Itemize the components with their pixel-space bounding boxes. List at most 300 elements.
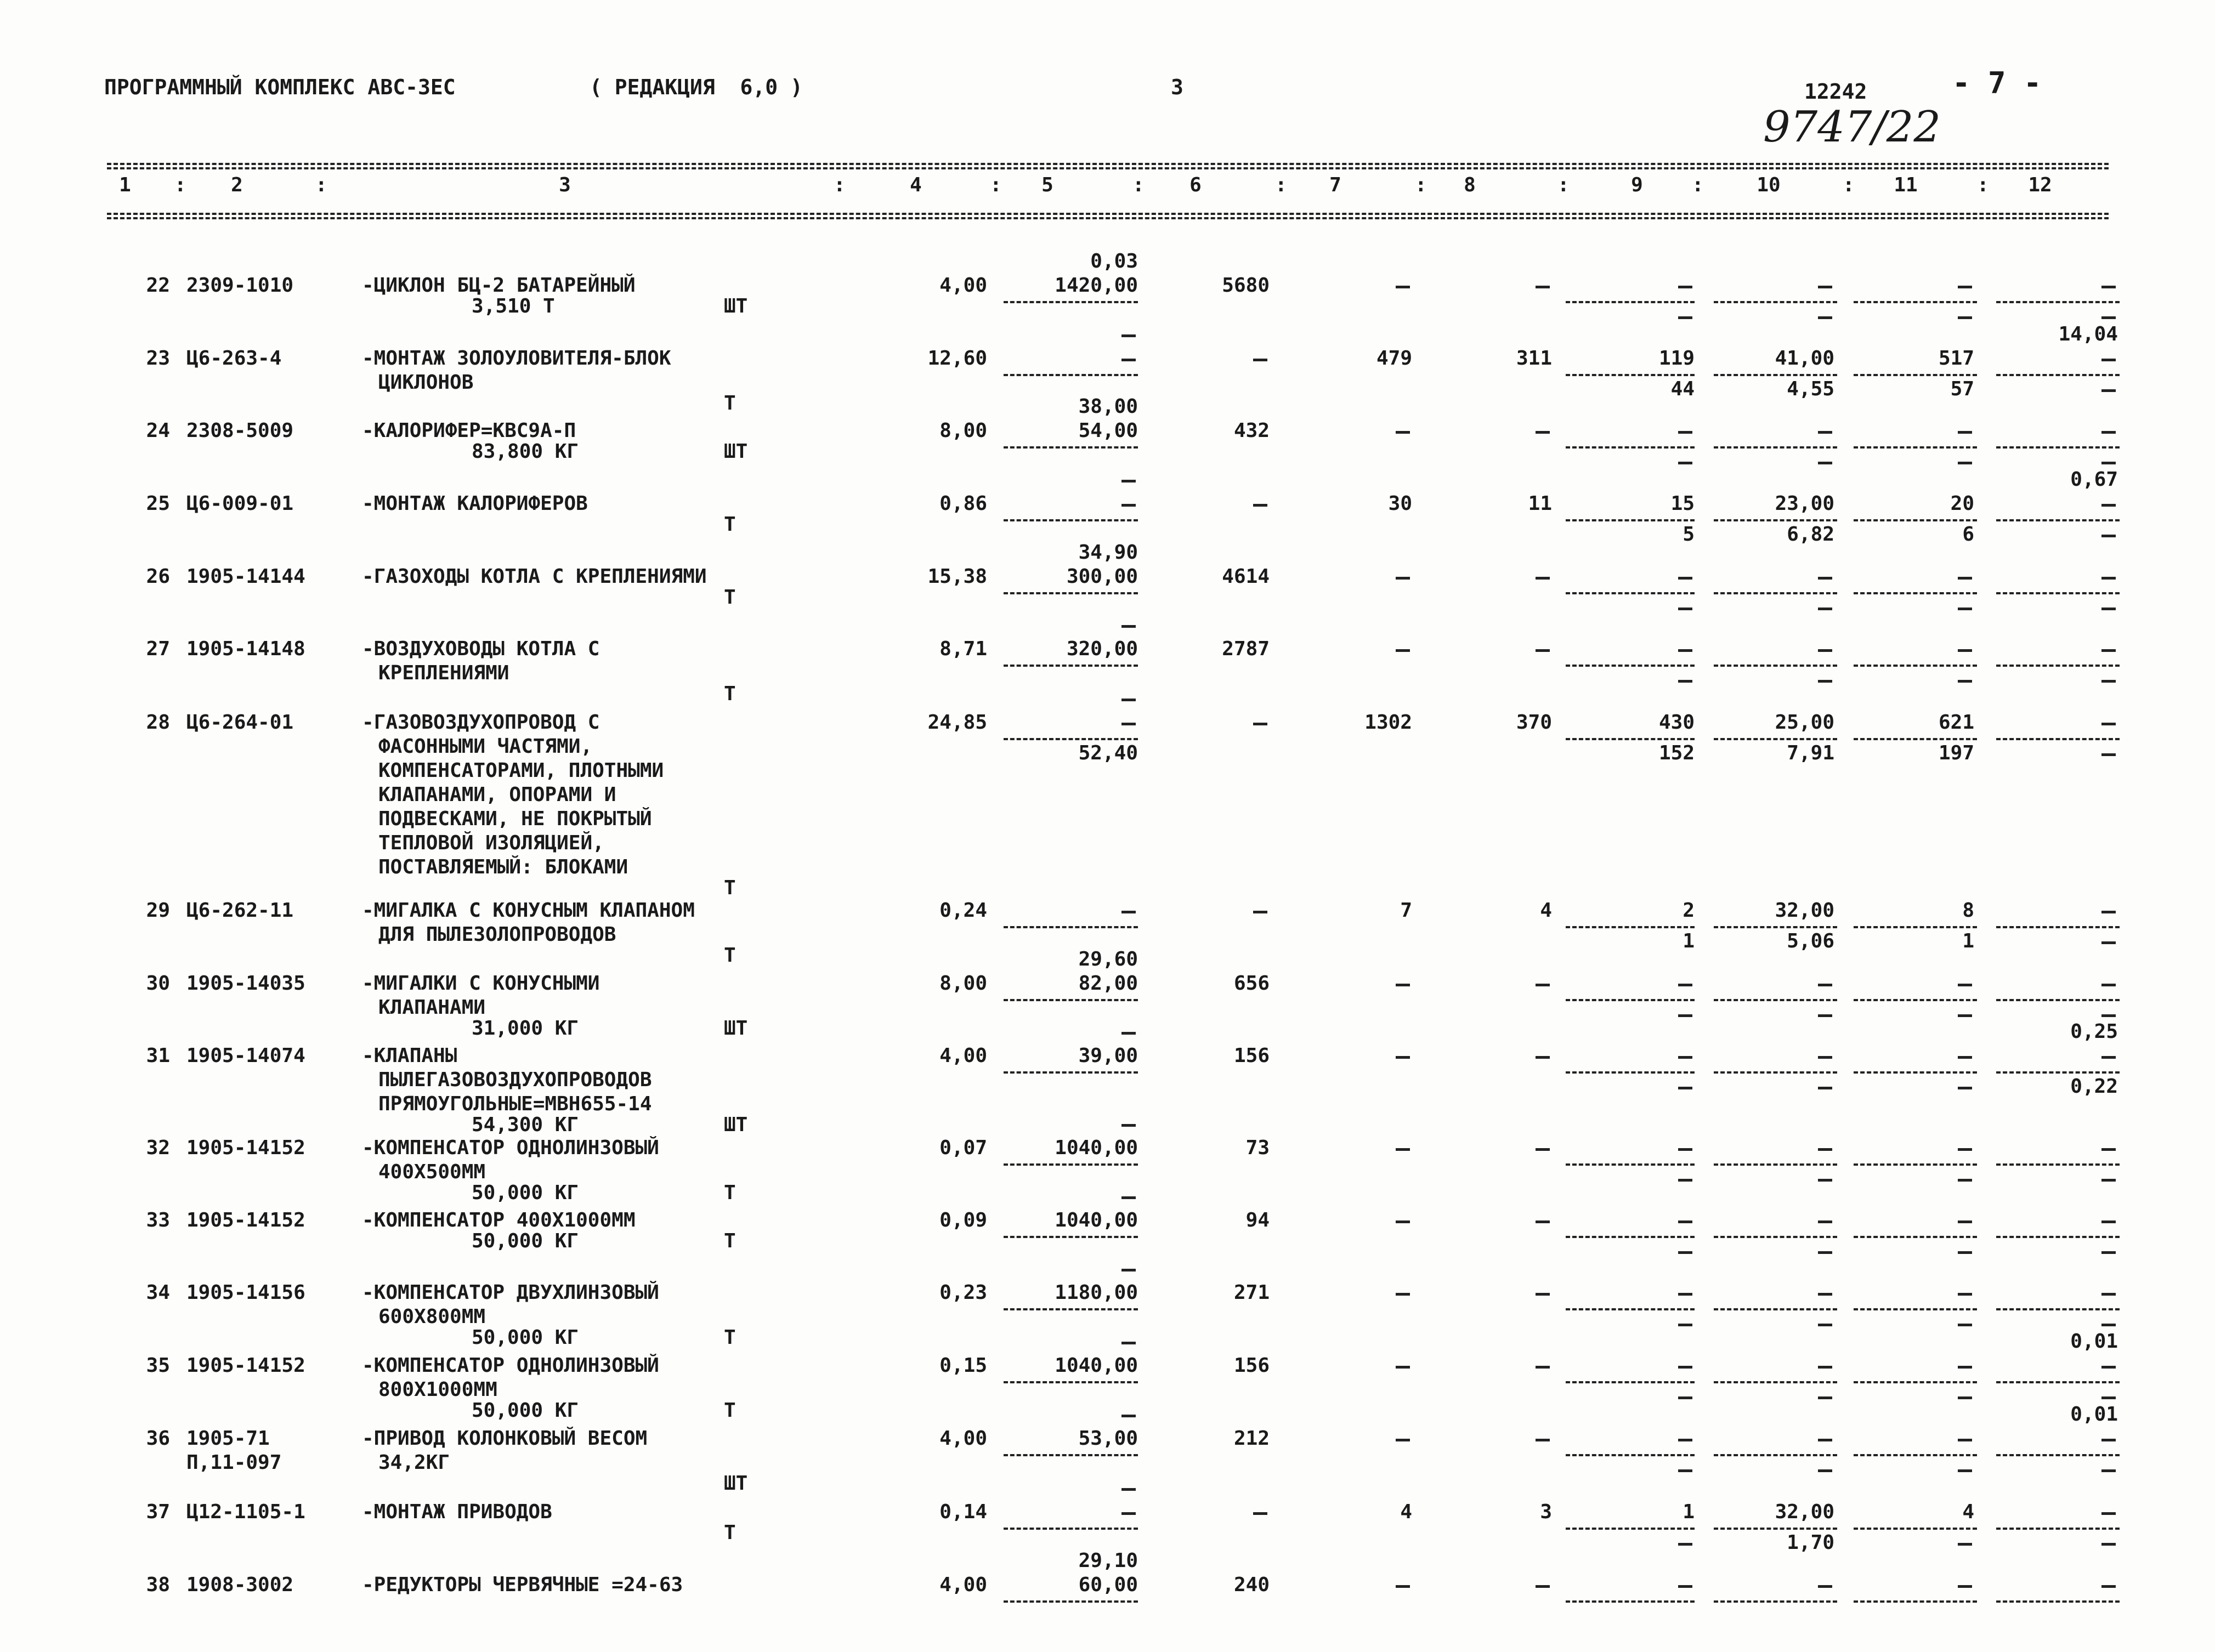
description-line: -ГАЗОВОЗДУХОПРОВОД С (362, 711, 600, 734)
dash-mark (2101, 1148, 2116, 1151)
value-c4: 4,00 (939, 1044, 987, 1067)
row-divider (1996, 592, 2120, 594)
description-line: -КОМПЕНСАТОР 400Х1000ММ (362, 1209, 636, 1231)
row-divider (1566, 1071, 1695, 1074)
handwritten-note: 9747/22 (1763, 103, 1941, 152)
dash-mark (1536, 1585, 1550, 1588)
row-divider (1566, 301, 1695, 303)
value-c4: 0,07 (939, 1137, 987, 1159)
value-c6: 94 (1245, 1209, 1270, 1231)
value-c5: 1040,00 (1055, 1354, 1138, 1377)
dash-mark (1396, 1439, 1410, 1441)
dash-mark (1121, 911, 1136, 913)
row-number: 35 (146, 1354, 170, 1377)
value-c8: 370 (1516, 711, 1552, 734)
header-rule-bottom (107, 213, 2109, 215)
row-divider (1996, 999, 2120, 1001)
row-number: 30 (146, 972, 170, 995)
row-divider (1714, 1528, 1837, 1530)
dash-mark (1958, 1439, 1972, 1441)
description-line: ПЫЛЕГАЗОВОЗДУХОПРОВОДОВ (378, 1069, 652, 1091)
value-c4: 24,85 (927, 711, 987, 734)
value-c5: 39,00 (1078, 1044, 1138, 1067)
dash-mark (1958, 1396, 1972, 1399)
dash-mark (1818, 1585, 1832, 1588)
description-line: -ПРИВОД КОЛОНКОВЫЙ ВЕСОМ (362, 1427, 648, 1450)
value-l12-lower: 0,22 (2070, 1075, 2118, 1098)
row-divider (1714, 592, 1837, 594)
dash-mark (1818, 608, 1832, 610)
row-divider (1854, 926, 1977, 928)
value-l10-lower: 6,82 (1787, 523, 1834, 546)
dash-mark (2101, 1293, 2116, 1296)
value-c11: 4 (1962, 1501, 1974, 1523)
dash-mark (1818, 1014, 1832, 1017)
header-rule-bottom-2 (107, 217, 2109, 219)
value-c6: 4614 (1222, 565, 1270, 588)
dash-mark (1121, 699, 1136, 701)
row-divider (1566, 1308, 1695, 1310)
value-c11: 20 (1950, 492, 1974, 515)
unit: Т (724, 1326, 736, 1349)
value-c6: 240 (1233, 1574, 1270, 1596)
dash-mark (1678, 286, 1692, 288)
dash-mark (2101, 1543, 2116, 1546)
dash-mark (1818, 577, 1832, 580)
column-separator: : (1132, 174, 1145, 196)
value-c5: 53,00 (1078, 1427, 1138, 1450)
row-divider (1996, 1308, 2120, 1310)
description-line: -МИГАЛКИ С КОНУСНЫМИ (362, 972, 600, 995)
dash-mark (1678, 1324, 1692, 1326)
dash-mark (1536, 649, 1550, 652)
row-divider (1566, 446, 1695, 449)
row-divider (1566, 1600, 1695, 1603)
resource-code: 1905-14035 (186, 972, 305, 995)
column-header-3: 3 (559, 174, 571, 196)
column-separator: : (1557, 174, 1570, 196)
resource-code: Ц6-263-4 (186, 347, 282, 370)
value-c4: 0,15 (939, 1354, 987, 1377)
value-c11: 8 (1962, 899, 1974, 922)
row-divider (1566, 1236, 1695, 1238)
dash-mark (1818, 316, 1832, 319)
column-header-7: 7 (1329, 174, 1341, 196)
dash-mark (1958, 984, 1972, 986)
dash-mark (1678, 1439, 1692, 1441)
dash-mark (1678, 608, 1692, 610)
dash-mark (1818, 1179, 1832, 1182)
description-line: ЦИКЛОНОВ (378, 371, 474, 394)
value-c4: 15,38 (927, 565, 987, 588)
row-number: 36 (146, 1427, 170, 1450)
row-divider (1004, 738, 1138, 740)
column-separator: : (1692, 174, 1704, 196)
row-number: 27 (146, 638, 170, 660)
unit: Т (724, 1182, 736, 1204)
value-c4: 0,09 (939, 1209, 987, 1231)
value-c8: 4 (1540, 899, 1552, 922)
value-c6: 2787 (1222, 638, 1270, 660)
row-divider (1566, 1454, 1695, 1456)
dash-mark (1958, 462, 1972, 464)
dash-mark (1396, 984, 1410, 986)
dash-mark (1818, 1324, 1832, 1326)
column-header-10: 10 (1757, 174, 1781, 196)
dash-mark (1818, 462, 1832, 464)
dash-mark (1818, 1056, 1832, 1059)
value-c10: 41,00 (1775, 347, 1834, 370)
row-divider (1004, 446, 1138, 449)
description-line: 800Х1000ММ (378, 1378, 497, 1401)
dash-mark (1818, 1396, 1832, 1399)
value-c4: 8,00 (939, 972, 987, 995)
column-header-12: 12 (2028, 174, 2052, 196)
dash-mark (1121, 1512, 1136, 1515)
dash-mark (1536, 1056, 1550, 1059)
row-divider (1854, 446, 1977, 449)
row-divider (1854, 519, 1977, 521)
value-l11-lower: 57 (1950, 378, 1974, 400)
dash-mark (1958, 1543, 1972, 1546)
dash-mark (1678, 1087, 1692, 1089)
description-line: ПРЯМОУГОЛЬНЫЕ=МВН655-14 (378, 1093, 652, 1115)
dash-mark (2101, 316, 2116, 319)
dash-mark (2101, 1439, 2116, 1441)
dash-mark (1536, 1220, 1550, 1223)
resource-code: Ц6-262-11 (186, 899, 294, 922)
row-divider (1714, 374, 1837, 376)
header-rule-top-2 (107, 167, 2109, 169)
value-c4: 4,00 (939, 274, 987, 297)
dash-mark (1396, 1220, 1410, 1223)
dash-mark (1818, 1469, 1832, 1472)
row-divider (1854, 1600, 1977, 1603)
dash-mark (1818, 431, 1832, 434)
row-divider (1714, 738, 1837, 740)
row-number: 38 (146, 1574, 170, 1596)
dash-mark (2101, 359, 2116, 361)
row-divider (1854, 1071, 1977, 1074)
description-line: -КОМПЕНСАТОР ОДНОЛИНЗОВЫЙ (362, 1137, 659, 1159)
row-divider (1996, 926, 2120, 928)
row-divider (1854, 665, 1977, 667)
description-line: -МОНТАЖ КАЛОРИФЕРОВ (362, 492, 588, 515)
dash-mark (1536, 1293, 1550, 1296)
row-divider (1714, 999, 1837, 1001)
dash-mark (1678, 1396, 1692, 1399)
row-divider (1714, 1163, 1837, 1166)
resource-code: Ц12-1105-1 (186, 1501, 305, 1523)
value-c5: 1180,00 (1055, 1281, 1138, 1304)
dash-mark (1121, 1124, 1136, 1127)
row-divider (1996, 1071, 2120, 1074)
dash-mark (2101, 389, 2116, 392)
value-l10-lower: 4,55 (1787, 378, 1834, 400)
row-divider (1566, 592, 1695, 594)
row-divider (1714, 519, 1837, 521)
row-divider (1854, 1381, 1977, 1383)
dash-mark (1121, 334, 1136, 337)
dash-mark (1536, 286, 1550, 288)
weight-spec: 50,000 КГ (472, 1182, 579, 1204)
value-c10: 23,00 (1775, 492, 1834, 515)
dash-mark (1958, 1220, 1972, 1223)
value-c5: 60,00 (1078, 1574, 1138, 1596)
column-header-9: 9 (1631, 174, 1643, 196)
dash-mark (2101, 984, 2116, 986)
row-divider (1854, 374, 1977, 376)
dash-mark (1678, 1220, 1692, 1223)
value-c6: 73 (1245, 1137, 1270, 1159)
value-c11: 621 (1938, 711, 1974, 734)
description-line: КРЕПЛЕНИЯМИ (378, 662, 509, 684)
dash-mark (1396, 1056, 1410, 1059)
description-line: КЛАПАНАМИ (378, 996, 486, 1019)
value-l10-lower: 1,70 (1787, 1531, 1834, 1554)
program-title: ПРОГРАММНЫЙ КОМПЛЕКС АВС-ЗЕС (104, 75, 456, 99)
row-divider (1004, 999, 1138, 1001)
resource-code: 1905-14152 (186, 1209, 305, 1231)
row-divider (1004, 1381, 1138, 1383)
dash-mark (1818, 649, 1832, 652)
description-line: -МИГАЛКА С КОНУСНЫМ КЛАПАНОМ (362, 899, 695, 922)
row-divider (1566, 1528, 1695, 1530)
value-c9: 430 (1658, 711, 1695, 734)
description-line: -КОМПЕНСАТОР ДВУХЛИНЗОВЫЙ (362, 1281, 659, 1304)
value-c12-upper: 0,01 (2070, 1403, 2118, 1426)
dash-mark (1958, 1056, 1972, 1059)
dash-mark (1678, 649, 1692, 652)
unit: Т (724, 1230, 736, 1252)
unit: ШТ (724, 440, 748, 463)
row-divider (1004, 592, 1138, 594)
row-number: 31 (146, 1044, 170, 1067)
value-c10: 32,00 (1775, 899, 1834, 922)
row-number: 29 (146, 899, 170, 922)
dash-mark (2101, 1512, 2116, 1515)
row-divider (1714, 665, 1837, 667)
dash-mark (2101, 431, 2116, 434)
row-divider (1854, 301, 1977, 303)
dash-mark (2101, 504, 2116, 507)
dash-mark (1678, 431, 1692, 434)
unit: ШТ (724, 1472, 748, 1495)
dash-mark (2101, 577, 2116, 580)
dash-mark (1396, 286, 1410, 288)
value-l10-lower: 5,06 (1787, 930, 1834, 952)
value-c5: 82,00 (1078, 972, 1138, 995)
description-line: 400Х500ММ (378, 1161, 486, 1183)
row-divider (1714, 301, 1837, 303)
row-divider (1004, 1600, 1138, 1603)
resource-code: 1905-14156 (186, 1281, 305, 1304)
value-c10: 25,00 (1775, 711, 1834, 734)
dash-mark (1818, 1366, 1832, 1369)
row-divider (1714, 926, 1837, 928)
dash-mark (1818, 984, 1832, 986)
dash-mark (2101, 535, 2116, 537)
dash-mark (1958, 1366, 1972, 1369)
row-divider (1566, 1163, 1695, 1166)
value-c5: 1040,00 (1055, 1137, 1138, 1159)
row-number: 22 (146, 274, 170, 297)
row-divider (1854, 1528, 1977, 1530)
row-divider (1714, 1236, 1837, 1238)
dash-mark (1678, 1056, 1692, 1059)
resource-code: 2308-5009 (186, 419, 294, 442)
column-header-8: 8 (1464, 174, 1476, 196)
value-c12-upper: 0,67 (2070, 468, 2118, 491)
dash-mark (1958, 608, 1972, 610)
value-c5: 1420,00 (1055, 274, 1138, 297)
description-line: КОМПЕНСАТОРАМИ, ПЛОТНЫМИ (378, 759, 664, 782)
value-c5-upper: 29,60 (1078, 948, 1138, 970)
row-divider (1004, 1163, 1138, 1166)
resource-code-2: П,11-097 (186, 1451, 282, 1474)
value-l9-lower: 152 (1658, 742, 1695, 764)
row-divider (1004, 1454, 1138, 1456)
dash-mark (2101, 1056, 2116, 1059)
dash-mark (1536, 1439, 1550, 1441)
dash-mark (1121, 1196, 1136, 1199)
value-c6: 212 (1233, 1427, 1270, 1450)
row-divider (1566, 519, 1695, 521)
column-separator: : (1415, 174, 1427, 196)
resource-code: 1905-14148 (186, 638, 305, 660)
dash-mark (1678, 1366, 1692, 1369)
row-divider (1996, 665, 2120, 667)
column-header-5: 5 (1041, 174, 1053, 196)
dash-mark (1958, 577, 1972, 580)
description-line: -МОНТАЖ ЗОЛОУЛОВИТЕЛЯ-БЛОК (362, 347, 671, 370)
value-c5: 1040,00 (1055, 1209, 1138, 1231)
row-divider (1004, 1236, 1138, 1238)
row-divider (1004, 301, 1138, 303)
value-l9-lower: 1 (1683, 930, 1695, 952)
dash-mark (1958, 1148, 1972, 1151)
dash-mark (1678, 1469, 1692, 1472)
value-c12-upper: 14,04 (2058, 323, 2118, 345)
dash-mark (2101, 1220, 2116, 1223)
dash-mark (1678, 984, 1692, 986)
dash-mark (1121, 1269, 1136, 1271)
value-c12-upper: 0,01 (2070, 1330, 2118, 1353)
row-number: 33 (146, 1209, 170, 1231)
dash-mark (1536, 984, 1550, 986)
value-c9: 1 (1683, 1501, 1695, 1523)
dash-mark (1958, 1585, 1972, 1588)
column-separator: : (990, 174, 1002, 196)
row-divider (1854, 999, 1977, 1001)
dash-mark (1958, 431, 1972, 434)
unit: Т (724, 586, 736, 609)
row-divider (1566, 1381, 1695, 1383)
weight-spec: 31,000 КГ (472, 1017, 579, 1040)
dash-mark (1958, 1293, 1972, 1296)
row-divider (1566, 926, 1695, 928)
unit: ШТ (724, 1114, 748, 1136)
row-divider (1004, 1071, 1138, 1074)
dash-mark (1818, 1293, 1832, 1296)
row-divider (1854, 1163, 1977, 1166)
dash-mark (1958, 1324, 1972, 1326)
dash-mark (1121, 1032, 1136, 1035)
row-divider (1996, 1236, 2120, 1238)
unit: Т (724, 1399, 736, 1422)
value-c6: 656 (1233, 972, 1270, 995)
dash-mark (1678, 1585, 1692, 1588)
dash-mark (1958, 1179, 1972, 1182)
dash-mark (1958, 1469, 1972, 1472)
resource-code: 2309-1010 (186, 274, 294, 297)
row-divider (1996, 446, 2120, 449)
value-l9-lower: 44 (1670, 378, 1695, 400)
description-line: ПОСТАВЛЯЕМЫЙ: БЛОКАМИ (378, 856, 628, 878)
dash-mark (1396, 1366, 1410, 1369)
value-c11: 517 (1938, 347, 1974, 370)
weight-spec: 54,300 КГ (472, 1114, 579, 1136)
dash-mark (2101, 723, 2116, 725)
value-l9-lower: 5 (1683, 523, 1695, 546)
dash-mark (1536, 431, 1550, 434)
edition: ( РЕДАКЦИЯ 6,0 ) (590, 75, 803, 99)
weight-spec: 83,800 КГ (472, 440, 579, 463)
dash-mark (1678, 1293, 1692, 1296)
value-c4: 4,00 (939, 1427, 987, 1450)
dash-mark (2101, 1396, 2116, 1399)
document-number: 12242 (1804, 80, 1867, 104)
unit: Т (724, 513, 736, 536)
row-number: 28 (146, 711, 170, 734)
row-divider (1714, 1600, 1837, 1603)
dash-mark (1396, 577, 1410, 580)
unit: Т (724, 392, 736, 415)
column-header-11: 11 (1894, 174, 1918, 196)
dash-mark (2101, 1179, 2116, 1182)
value-l10-lower: 7,91 (1787, 742, 1834, 764)
column-header-6: 6 (1189, 174, 1202, 196)
value-c5: 320,00 (1066, 638, 1138, 660)
row-divider (1996, 1163, 2120, 1166)
value-c4: 0,86 (939, 492, 987, 515)
row-divider (1996, 374, 2120, 376)
row-divider (1714, 1381, 1837, 1383)
description-line: -РЕДУКТОРЫ ЧЕРВЯЧНЫЕ =24-63 (362, 1574, 683, 1596)
value-c7: 479 (1376, 347, 1412, 370)
value-l11-lower: 6 (1962, 523, 1974, 546)
dash-mark (1536, 577, 1550, 580)
dash-mark (1818, 1251, 1832, 1254)
column-separator: : (1843, 174, 1855, 196)
dash-mark (1396, 1585, 1410, 1588)
dash-mark (1396, 649, 1410, 652)
description-line: ДЛЯ ПЫЛЕЗОЛОПРОВОДОВ (378, 923, 616, 946)
value-c5-lower: 52,40 (1078, 742, 1138, 764)
dash-mark (1121, 1342, 1136, 1344)
weight-spec: 50,000 КГ (472, 1230, 579, 1252)
row-divider (1996, 1600, 2120, 1603)
value-c4: 4,00 (939, 1574, 987, 1596)
value-c4: 0,23 (939, 1281, 987, 1304)
dash-mark (1958, 1014, 1972, 1017)
row-divider (1714, 446, 1837, 449)
row-divider (1714, 1071, 1837, 1074)
dash-mark (1121, 1415, 1136, 1417)
value-c9: 15 (1670, 492, 1695, 515)
unit: ШТ (724, 1017, 748, 1040)
row-divider (1996, 1381, 2120, 1383)
